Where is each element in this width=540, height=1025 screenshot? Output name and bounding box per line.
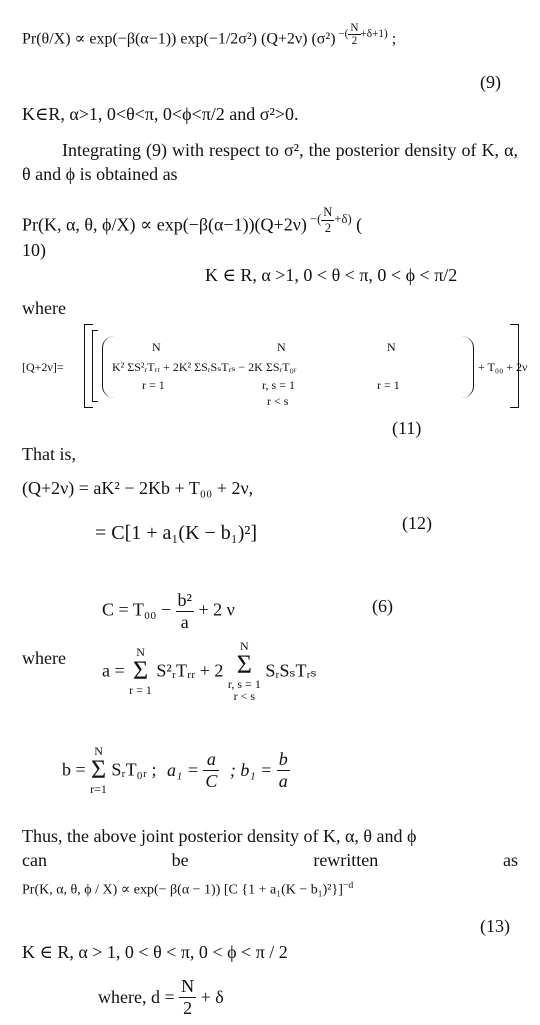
- eq11-sum-bot-3: r < s: [267, 394, 289, 408]
- eq10-lhs: Pr(K, α, θ, ϕ/X) ∝ exp(−β(α−1))(Q+2ν): [22, 214, 307, 235]
- eq12-label: (12): [402, 513, 432, 533]
- equation-11: [22, 322, 528, 412]
- eq11-term-end: + T₀₀ + 2ν: [478, 360, 528, 374]
- eq11-sum-bot-1: r = 1: [142, 378, 165, 392]
- eq13-label: (13): [480, 916, 510, 936]
- eq11-term1: K² ΣS²ᵣTᵣᵣ + 2K² ΣSᵣSₛTᵣₛ − 2K ΣSᵣT₀ᵣ: [112, 360, 297, 374]
- eq9-lhs: Pr(θ/X) ∝ exp(−β(α−1)) exp(−1/2σ²) (Q+2ν) (σ²): [22, 30, 336, 48]
- equation-d: where, d = $\frac{N}{2}$ + δ: [98, 976, 224, 1018]
- eq11-sum-top-2: N: [277, 340, 286, 354]
- eq11-sum-bot-4: r = 1: [377, 378, 400, 392]
- eq10-domain: K ∈ R, α >1, 0 < θ < π, 0 < ϕ < π/2: [205, 265, 458, 285]
- equation-6: C = T₀₀ − $\frac{\text{b²}}{a}$ + 2 ν: [102, 590, 235, 632]
- eq9-exponent: −( N 2 +δ+1): [335, 22, 388, 47]
- paragraph-thus-2: can be rewritten as: [22, 850, 518, 870]
- equation-a: a = N Σ r = 1 S²ᵣTᵣᵣ + 2 N Σ r, s = 1 r < s SᵣSₛTᵣₛ: [102, 639, 317, 703]
- equation-b: b = N Σ r=1 SᵣT₀ᵣ ; a₁ = $\frac{a}{C}$ ; b₁ = $\frac{b}{a}$: [62, 744, 288, 796]
- equation-9: [22, 22, 396, 48]
- domain-line-2: K ∈ R, α > 1, 0 < θ < π, 0 < ϕ < π / 2: [22, 942, 288, 962]
- eq10-tail: (: [356, 214, 363, 235]
- where-label-1: where: [22, 298, 66, 318]
- eq9-tail: ;: [391, 30, 397, 48]
- eq11-sum-top-1: N: [152, 340, 161, 354]
- equation-13: Pr(K, α, θ, ϕ / X) ∝ exp(− β(α − 1)) [C {1 + a₁(K − b₁)²}]$^{-d}$: [22, 880, 354, 898]
- that-is: That is,: [22, 444, 76, 464]
- where-label-2: where: [22, 648, 66, 668]
- eq10-label: 10): [22, 240, 46, 260]
- eq9-label: (9): [480, 72, 501, 92]
- eq10-exponent: −( N 2 +δ): [306, 205, 352, 235]
- eq11-label: (11): [392, 418, 422, 438]
- domain-line-1: K∈R, α>1, 0<θ<π, 0<ϕ<π/2 and σ²>0.: [22, 104, 299, 124]
- paragraph-thus-1: Thus, the above joint posterior density of K, α, θ and ϕ: [22, 826, 417, 846]
- eq11-right-bracket: [510, 324, 519, 408]
- eq11-sum-bot-2: r, s = 1: [262, 378, 295, 392]
- paragraph-integrating: Integrating (9) with respect to σ², the posterior density of K, α, θ and ϕ is obtained as: [22, 140, 518, 184]
- eq6-label: (6): [372, 596, 393, 616]
- eq12-line-a: (Q+2ν) = aK² − 2Kb + T₀₀ + 2ν,: [22, 478, 254, 498]
- eq11-sum-top-3: N: [387, 340, 396, 354]
- eq11-lhs: [Q+2ν]=: [22, 360, 64, 374]
- equation-10: [22, 205, 362, 236]
- eq12-line-b: = C[1 + a₁(K − b₁)²]: [95, 522, 258, 544]
- eq11-inner-bracket: [92, 330, 98, 402]
